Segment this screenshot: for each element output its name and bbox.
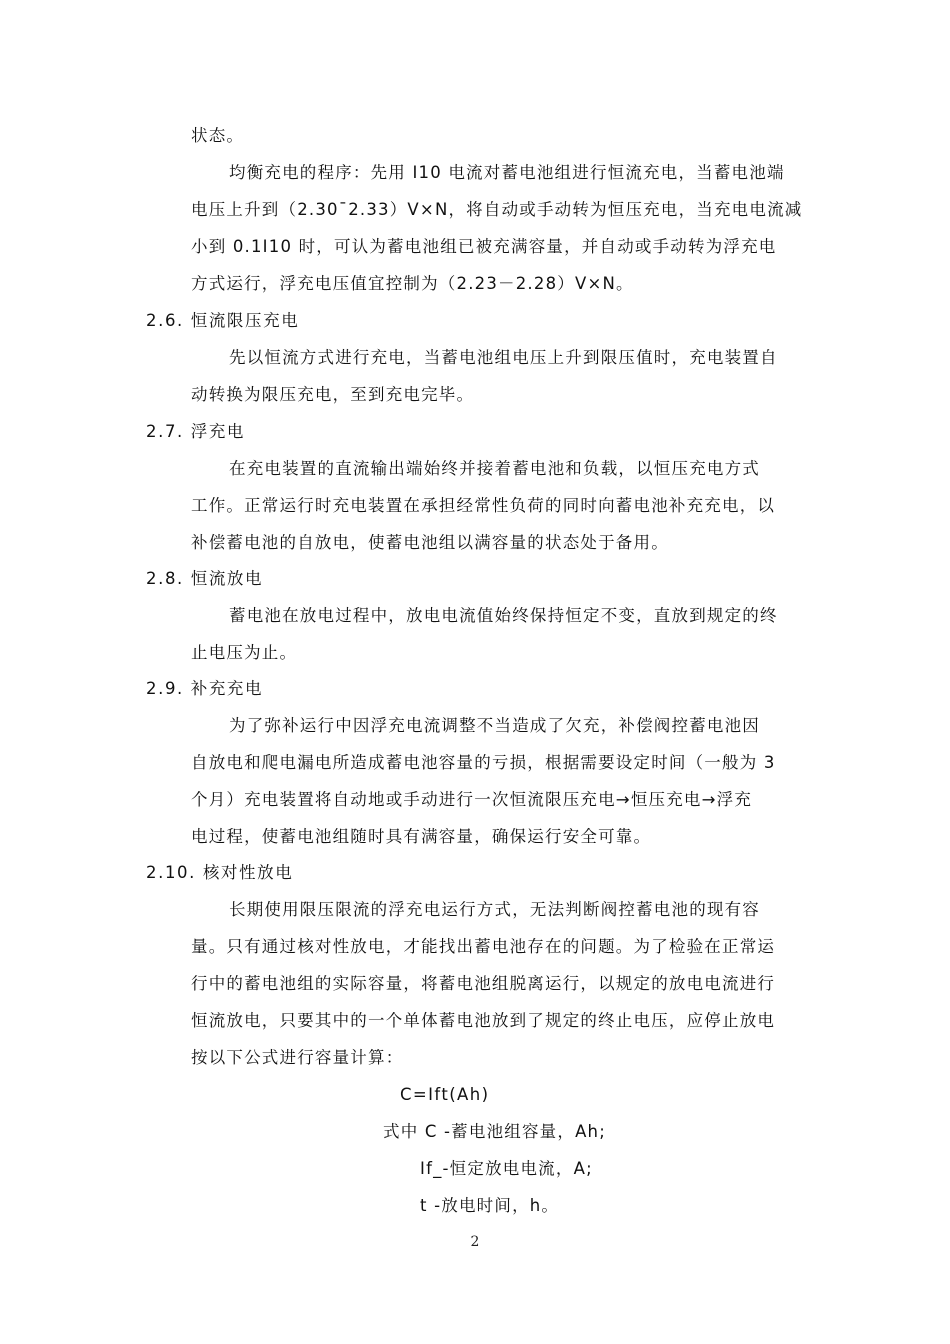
paragraph-2-10-line-3: 行中的蓄电池组的实际容量，将蓄电池组脱离运行，以规定的放电电流进行 bbox=[191, 974, 776, 993]
section-heading-2-7: 2.7. 浮充电 bbox=[146, 422, 246, 441]
paragraph-2-6-line-2: 动转换为限压充电，至到充电完毕。 bbox=[191, 385, 475, 404]
section-heading-2-10: 2.10. 核对性放电 bbox=[146, 863, 294, 882]
page-number: 2 bbox=[470, 1234, 480, 1250]
section-heading-2-9: 2.9. 补充充电 bbox=[146, 679, 264, 698]
paragraph-2-10-line-2: 量。只有通过核对性放电，才能找出蓄电池存在的问题。为了检验在正常运 bbox=[191, 937, 776, 956]
paragraph-2-10-line-5: 按以下公式进行容量计算： bbox=[191, 1048, 404, 1067]
paragraph-2-7-line-2: 工作。正常运行时充电装置在承担经常性负荷的同时向蓄电池补充充电，以 bbox=[191, 496, 776, 515]
paragraph-equalize-line-1: 均衡充电的程序：先用 I10 电流对蓄电池组进行恒流充电，当蓄电池端 bbox=[229, 163, 785, 182]
paragraph-2-9-line-4: 电过程，使蓄电池组随时具有满容量，确保运行安全可靠。 bbox=[191, 827, 652, 846]
section-heading-2-6: 2.6. 恒流限压充电 bbox=[146, 311, 300, 330]
paragraph-2-6-line-1: 先以恒流方式进行充电，当蓄电池组电压上升到限压值时，充电装置自 bbox=[229, 348, 778, 367]
paragraph-equalize-line-4: 方式运行，浮充电压值宜控制为（2.23－2.28）V×N。 bbox=[191, 274, 634, 293]
paragraph-2-9-line-2: 自放电和爬电漏电所造成蓄电池容量的亏损，根据需要设定时间（一般为 3 bbox=[191, 753, 776, 772]
formula-legend-t: t -放电时间，h。 bbox=[420, 1196, 560, 1215]
paragraph-2-9-line-1: 为了弥补运行中因浮充电流调整不当造成了欠充，补偿阀控蓄电池因 bbox=[229, 716, 760, 735]
text-line-status: 状态。 bbox=[191, 126, 245, 145]
paragraph-2-9-line-3: 个月）充电装置将自动地或手动进行一次恒流限压充电→恒压充电→浮充 bbox=[191, 790, 753, 809]
section-heading-2-8: 2.8. 恒流放电 bbox=[146, 569, 264, 588]
formula-legend-c: 式中 C -蓄电池组容量，Ah; bbox=[383, 1122, 606, 1141]
paragraph-2-8-line-1: 蓄电池在放电过程中，放电电流值始终保持恒定不变，直放到规定的终 bbox=[229, 606, 778, 625]
formula-legend-if: If_-恒定放电电流，A; bbox=[420, 1159, 593, 1178]
paragraph-2-10-line-1: 长期使用限压限流的浮充电运行方式，无法判断阀控蓄电池的现有容 bbox=[229, 900, 760, 919]
paragraph-2-7-line-3: 补偿蓄电池的自放电，使蓄电池组以满容量的状态处于备用。 bbox=[191, 533, 669, 552]
paragraph-2-10-line-4: 恒流放电，只要其中的一个单体蓄电池放到了规定的终止电压，应停止放电 bbox=[191, 1011, 776, 1030]
paragraph-equalize-line-2: 电压上升到（2.30¯2.33）V×N，将自动或手动转为恒压充电，当充电电流减 bbox=[191, 200, 803, 219]
paragraph-2-8-line-2: 止电压为止。 bbox=[191, 643, 298, 662]
formula-capacity: C=Ift(Ah) bbox=[400, 1085, 490, 1104]
paragraph-2-7-line-1: 在充电装置的直流输出端始终并接着蓄电池和负载，以恒压充电方式 bbox=[229, 459, 760, 478]
paragraph-equalize-line-3: 小到 0.1I10 时，可认为蓄电池组已被充满容量，并自动或手动转为浮充电 bbox=[191, 237, 777, 256]
